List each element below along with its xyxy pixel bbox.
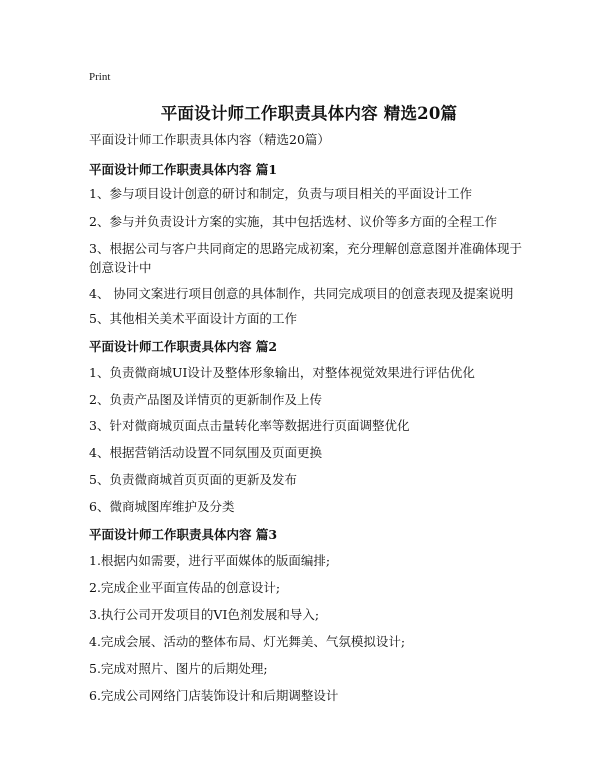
section-2-item-3: 3、针对微商城页面点击量转化率等数据进行页面调整优化 [89, 418, 410, 433]
document-title: 平面设计师工作职责具体内容 精选20篇 [160, 104, 458, 123]
section-2-item-2: 2、负责产品图及详情页的更新制作及上传 [89, 392, 322, 407]
section-3-heading: 平面设计师工作职责具体内容 篇3 [89, 527, 278, 542]
document-subtitle: 平面设计师工作职责具体内容（精选20篇） [89, 132, 330, 147]
section-1-item-4: 4、 协同文案进行项目创意的具体制作，共同完成项目的创意表现及提案说明 [89, 286, 514, 301]
section-2-item-1: 1、负责微商城UI设计及整体形象输出，对整体视觉效果进行评估优化 [89, 365, 475, 380]
section-3-item-4: 4.完成会展、活动的整体布局、灯光舞美、气氛模拟设计; [89, 634, 406, 649]
section-3-item-2: 2.完成企业平面宣传品的创意设计; [89, 580, 281, 595]
section-1-item-1: 1、参与项目设计创意的研讨和制定，负责与项目相关的平面设计工作 [89, 186, 472, 201]
section-1-item-2: 2、参与并负责设计方案的实施，其中包括选材、议价等多方面的全程工作 [89, 214, 497, 229]
section-3-item-5: 5.完成对照片、图片的后期处理; [89, 661, 268, 676]
print-link[interactable]: Print [89, 71, 111, 83]
section-1-item-3: 3、根据公司与客户共同商定的思路完成初案，充分理解创意意图并准确体现于创意设计中 [89, 241, 522, 275]
section-2-heading: 平面设计师工作职责具体内容 篇2 [89, 339, 278, 354]
section-1-item-5: 5、其他相关美术平面设计方面的工作 [89, 311, 297, 326]
section-3-item-1: 1.根据内如需要，进行平面媒体的版面编排; [89, 553, 331, 568]
section-2-item-5: 5、负责微商城首页页面的更新及发布 [89, 472, 297, 487]
section-3-item-6: 6.完成公司网络门店装饰设计和后期调整设计 [89, 688, 339, 703]
section-2-item-6: 6、微商城图库维护及分类 [89, 499, 235, 514]
section-2-item-4: 4、根据营销活动设置不同氛围及页面更换 [89, 445, 322, 460]
section-3-item-3: 3.执行公司开发项目的VI色剂发展和导入; [89, 607, 320, 622]
section-1-heading: 平面设计师工作职责具体内容 篇1 [89, 162, 278, 177]
